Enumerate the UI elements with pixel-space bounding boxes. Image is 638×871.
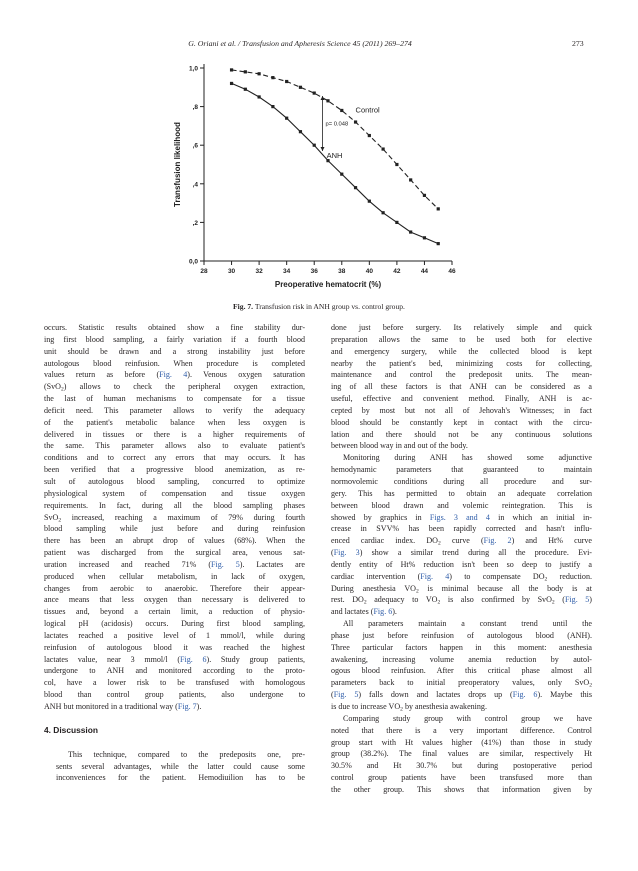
x-tick-label: 36 — [310, 268, 318, 275]
fig-5-link-right[interactable]: Fig. 5 — [564, 595, 590, 605]
monitoring-paragraph: Monitoring during ANH has showed some adjunctive hemodynamic parameters that guaranteed to maintain normovolemic conditions during all procedure and sur- gery. This has permitted to obtain an adequate correlation between blood drawn and volemic reintegration. This is showed by graphics in Figs. 3 and 4 in which an initial in- crease in SVV% has been rapidly corrected and hasn't influ- enced cardiac index. $DO_2$ curve (Fig. 2) and Ht% curve (Fig. 3) show a similar trend during all the procedure. Evi- dently entity of Ht% reduction isn't been so deep to justify a cardiac intervention (Fig. 4) to compensate $DO_2$ reduction. During anesthesia $VO_2$ is minimal because all the body is at rest. $DO_2$ adequacy to $VO_2$ is also confirmed by SvO$_2$ (Fig. 5) and lactates (Fig. 6). — [331, 453, 592, 617]
series-line-anh — [232, 83, 439, 243]
fig-6-link-right[interactable]: Fig. 6 — [373, 607, 393, 617]
data-point-anh — [395, 221, 398, 224]
left-column — [44, 322, 305, 784]
arrowhead-down — [320, 147, 324, 151]
data-point-control — [285, 80, 288, 83]
data-point-anh — [271, 105, 274, 108]
page-number: 273 — [572, 39, 584, 48]
data-point-anh — [423, 236, 426, 239]
journal-citation: G. Oriani et al. / Transfusion and Apheresis Science 45 (2011) 269–274 — [188, 39, 412, 48]
data-point-anh — [230, 82, 233, 85]
data-point-anh — [285, 117, 288, 120]
x-tick-label: 42 — [393, 268, 401, 275]
running-header — [0, 38, 638, 50]
x-tick-label: 30 — [227, 268, 236, 275]
y-tick-label: ,2 — [192, 219, 198, 227]
data-point-anh — [409, 230, 412, 233]
data-point-anh — [368, 200, 371, 203]
fig-7-link[interactable]: Fig. 7 — [177, 702, 197, 711]
section-heading-discussion: 4. Discussion — [44, 724, 98, 735]
caption-text: Transfusion risk in ANH group vs. control group. — [254, 302, 405, 311]
y-tick-label: ,4 — [192, 181, 198, 189]
data-point-control — [244, 70, 247, 73]
series-label-control: Control — [355, 105, 380, 115]
fig-6-link[interactable]: Fig. 6 — [180, 654, 207, 664]
x-tick-label: 40 — [365, 268, 373, 275]
results-paragraph: occurs. Statistic results obtained show a fine stability dur- ing first blood sampling, a fairly variation if a fourth blood unit should be drawn and a strong instability just before autologous blood reinfusion. When procedure is completed values return as before (Fig. 4). Venous oxygen saturation (SvO$_2$) allows to check the peripheral oxygen extraction, the last of human mechanisms to compensate for a tissue deficit need. This parameter allows to verify the adequacy of the patient's metabolic balance when less oxygen is delivered in tissues or there is a higher requirements of the same. This parameter allows also to evaluate patient's conditions and to correct any errors that may occurs. It has been verified that a progressive blood anemization, as re- sult of autologous blood sampling, concurred to optimize physiological system of compensation and tissue oxygen requirements. In fact, during all the blood sampling phases SvO$_2$ increased, reaching a maximum of 79% during fourth blood sampling while just before and during reinfusion there has been an abrupt drop of values (68%). When the patient was discharged from the surgical area, venous sat- uration increased and reached 71% (Fig. 5). Lactates are produced when cellular metabolism, in lack of oxygen, changes from aerobic to anaerobic. Therefore their appear- ance means that less oxygen than necessary is delivered to tissues and, beyond a certain limit, a reduction of physio- logical pH (acidosis) occurs. During first blood sampling, lactates reached a positive level of 1 mmol/l, while during reinfusion of autologous blood it was reached the highest lactates value, near 3 mmol/l (Fig. 6). Study group patients, undergone to ANH and monitored according to the proto- col, have a lower risk to be transfused with homologous blood than control group patients, also undergone to ANH but monitored in a traditional way (Fig. 7). — [44, 323, 305, 711]
data-point-control — [326, 99, 329, 102]
x-tick-label: 28 — [200, 268, 208, 275]
data-point-control — [271, 76, 274, 79]
data-point-anh — [299, 130, 302, 133]
data-point-control — [382, 147, 385, 150]
fig-5-link[interactable]: Fig. 5 — [211, 559, 240, 569]
fig-2-link[interactable]: Fig. 2 — [483, 536, 512, 546]
data-point-anh — [437, 242, 440, 245]
discussion-paragraph: This technique, compared to the predeposits one, pre- sents several advantages, while the latter could cause some inconveniences for the patient. Hemodiuilion has to be — [56, 749, 305, 783]
anh-advantages-paragraph: done just before surgery. Its relatively simple and quick preparation allows the same to be used both for elective and emergency surgery, while the collected blood is kept nearby the patient's bed, minimizing costs for collecting, maintenance and control the predeposit units. The mean- ing of all these factors is that ANH can be considered as a useful, effective and convenient method. Finally, ANH is ac- cepted by most but not all of Jehovah's Witnesses; in fact blood should be constantly kept in contact with the circu- lation and there should not be any continuous solutions between blood way in and out of the body. — [331, 323, 592, 451]
x-axis-label: Preoperative hematocrit (%) — [274, 280, 382, 289]
fig-6-link-right-2[interactable]: Fig. 6 — [512, 690, 538, 700]
caption-label: Fig. 7. — [233, 302, 254, 311]
figs-3-4-link[interactable]: Figs. 3 and 4 — [429, 512, 490, 522]
data-point-control — [368, 134, 371, 137]
data-point-control — [258, 72, 261, 75]
fig-4-link[interactable]: Fig. 4 — [159, 370, 188, 380]
x-tick-label: 38 — [338, 268, 346, 275]
data-point-anh — [382, 211, 385, 214]
comparison-paragraph: Comparing study group with control group we have noted that there is a very important difference. Control group start with Ht values higher (41%) than those in study group (38.2%). The final values are similar, respectively Ht 30.5% and Ht 30.7% but during postoperative period control group patients have been transfused more than the other group. This shows that information given by — [331, 713, 592, 794]
fig-5-link-right-2[interactable]: Fig. 5 — [333, 690, 359, 700]
y-tick-label: ,6 — [192, 142, 198, 150]
transfusion-risk-chart — [0, 55, 638, 295]
fig-4-link-right[interactable]: Fig. 4 — [420, 571, 450, 581]
fig-3-link[interactable]: Fig. 3 — [333, 548, 360, 558]
parameters-paragraph: All parameters maintain a constant trend until the phase just before reinfusion of autologous blood (ANH). Three particular factors happen in this moment: anesthesia awakening, increasing volume anemia reduction by autol- ogous blood reinfusion. After this critical phase almost all parameters back to initial preoperatory values, only SvO$_2$ (Fig. 5) falls down and lactates drops up (Fig. 6). Maybe this is due to increase $VO_2$ by anesthesia awakening. — [331, 619, 592, 713]
p-value-annotation: p= 0.048 — [325, 121, 349, 128]
data-point-anh — [244, 88, 247, 91]
y-tick-label: ,8 — [192, 104, 198, 112]
series-label-anh: ANH — [326, 151, 343, 161]
data-point-control — [340, 109, 343, 112]
figure-7 — [0, 55, 638, 295]
data-point-control — [230, 68, 233, 71]
data-point-control — [354, 120, 357, 123]
data-point-control — [409, 178, 412, 181]
series-line-control — [232, 70, 439, 209]
data-point-control — [437, 207, 440, 210]
y-tick-label: 1,0 — [188, 65, 198, 73]
y-tick-label: 0,0 — [188, 258, 198, 266]
data-point-anh — [354, 186, 357, 189]
data-point-control — [313, 91, 316, 94]
data-point-control — [395, 163, 398, 166]
x-tick-label: 44 — [420, 268, 429, 275]
x-tick-label: 34 — [283, 268, 291, 275]
data-point-control — [299, 86, 302, 89]
x-tick-label: 46 — [448, 268, 456, 275]
y-axis-label: Transfusion likelihood — [173, 122, 182, 207]
data-point-anh — [258, 95, 261, 98]
figure-caption — [0, 301, 638, 312]
right-column — [331, 322, 592, 796]
data-point-control — [423, 194, 426, 197]
data-point-anh — [340, 173, 343, 176]
x-tick-label: 32 — [255, 268, 263, 275]
data-point-anh — [313, 144, 316, 147]
